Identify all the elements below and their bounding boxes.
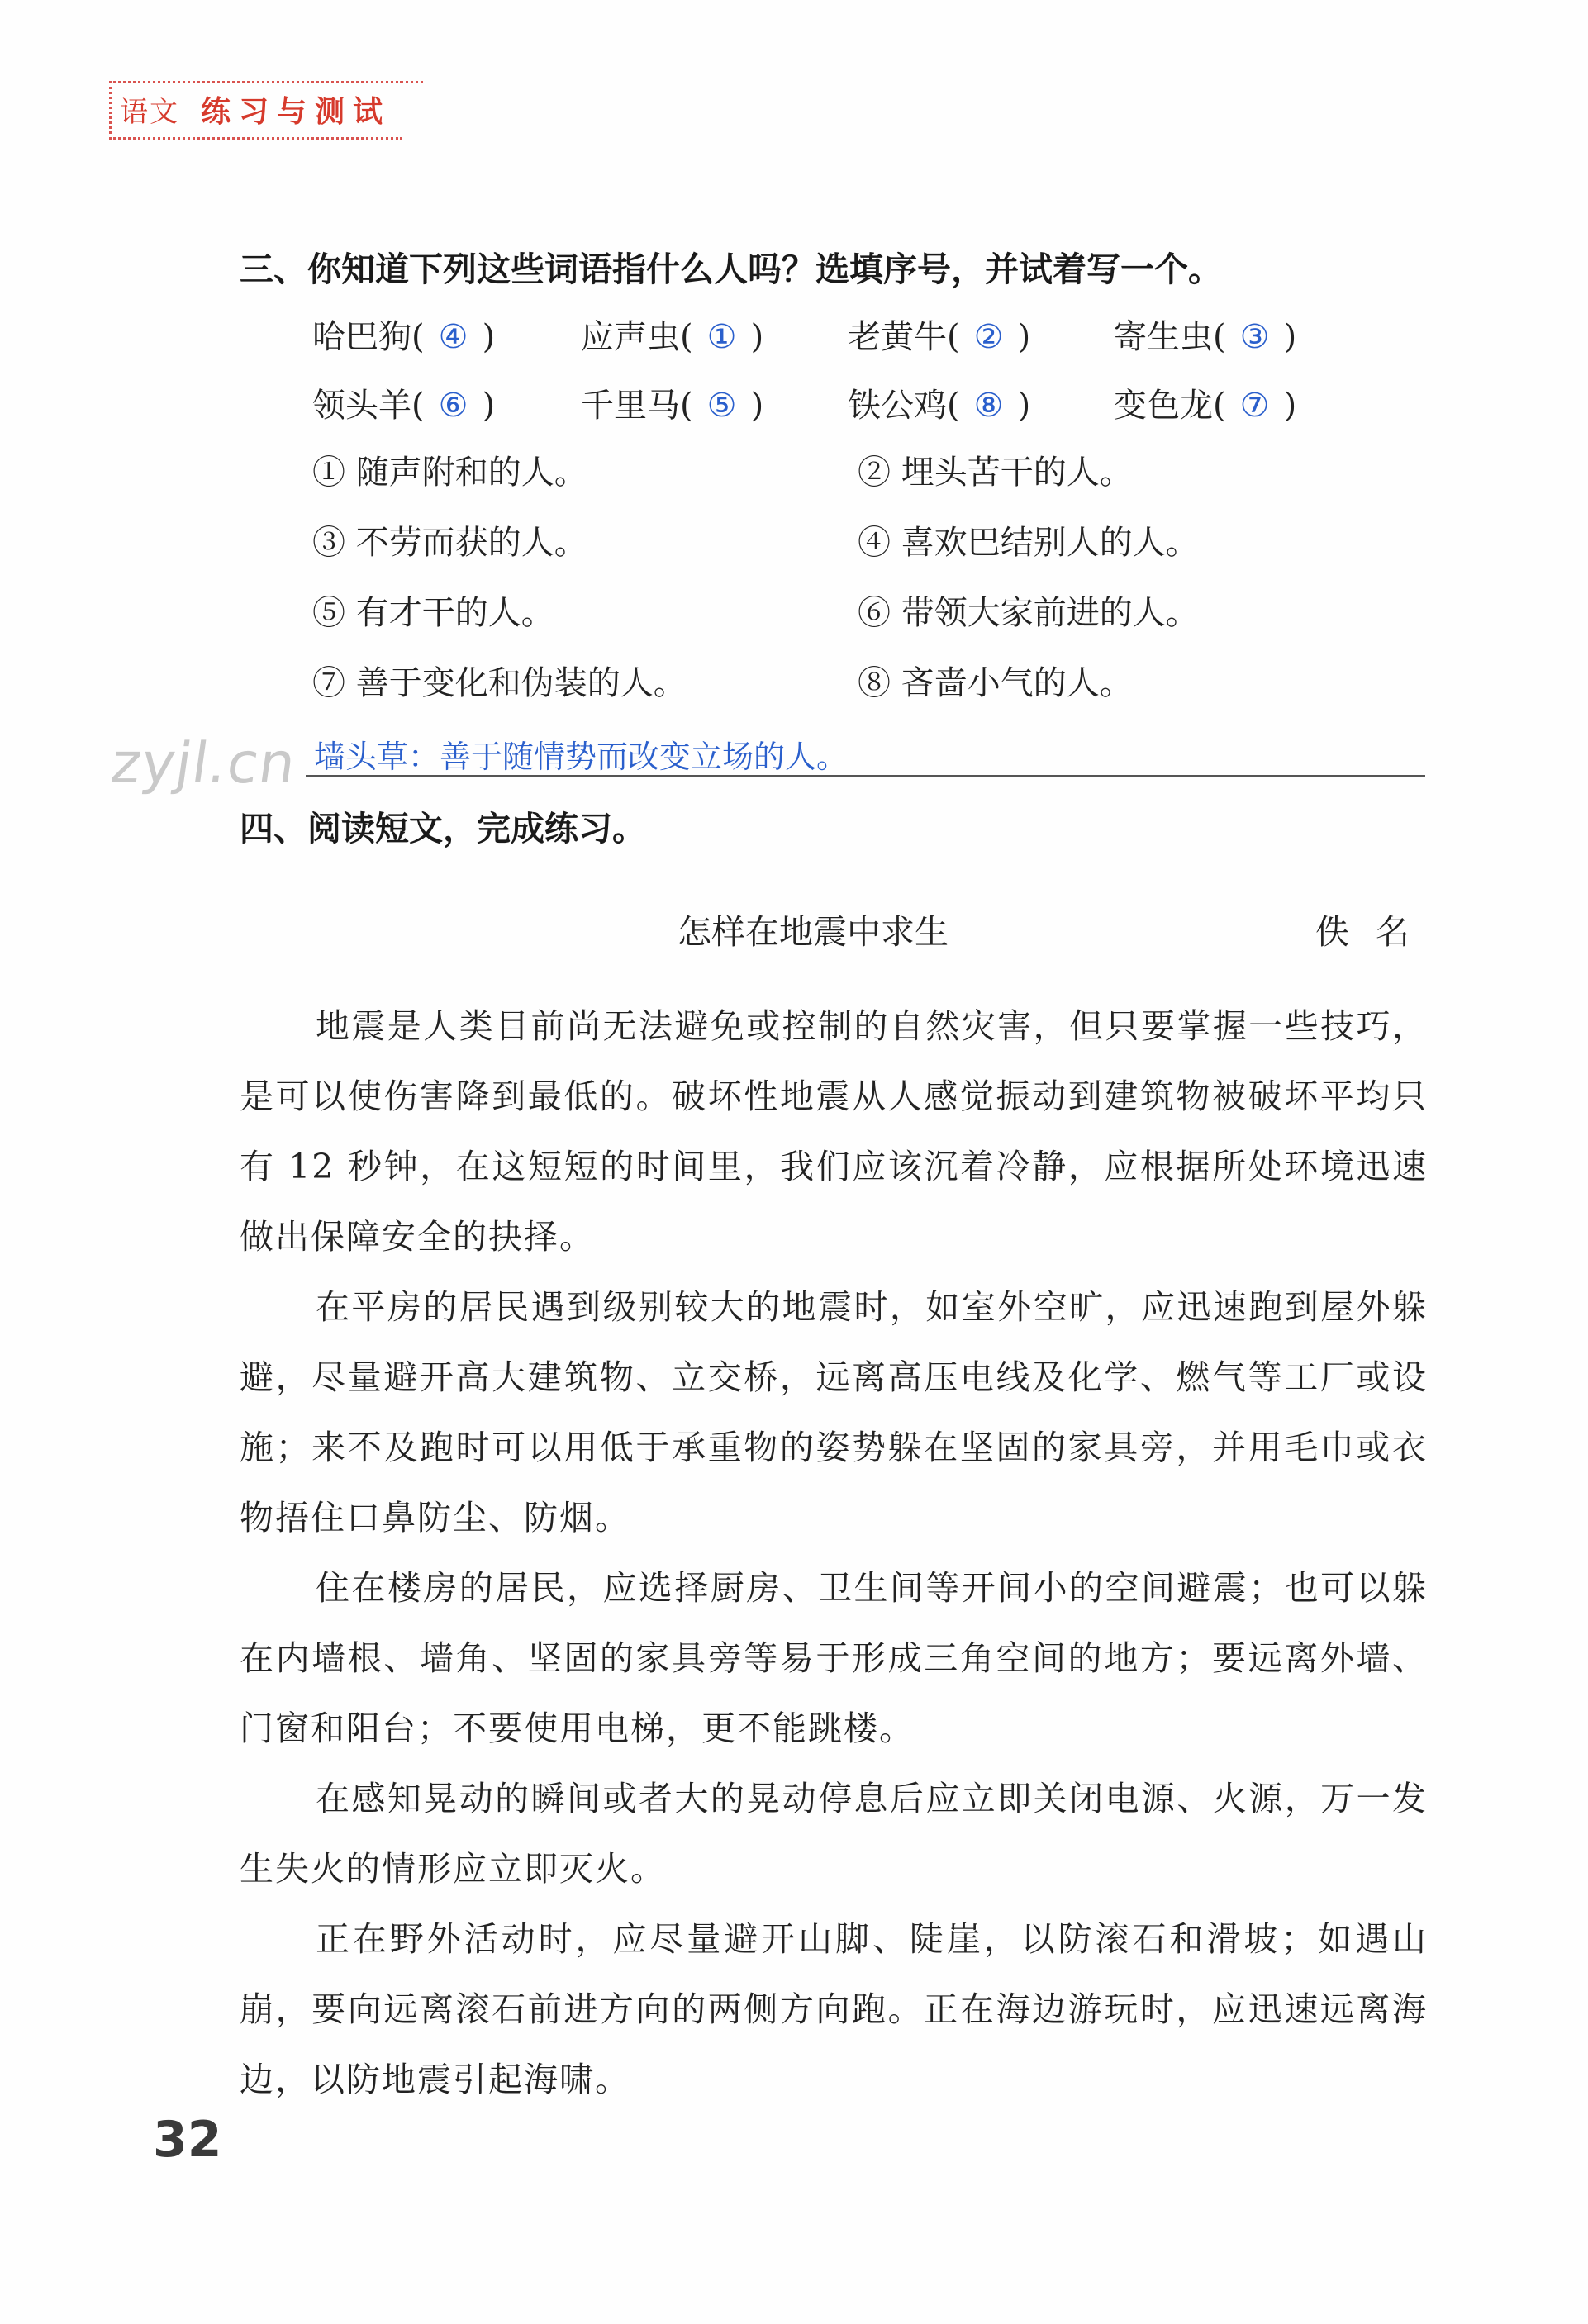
word-text: 哈巴狗 — [312, 318, 411, 356]
word-text: 老黄牛 — [848, 318, 947, 356]
word-text: 千里马 — [581, 387, 680, 425]
section4-heading: 四、阅读短文，完成练习。 — [240, 809, 646, 848]
article-author: 佚名 — [1315, 912, 1436, 952]
word-item: 寄生虫( ③ ) — [1114, 318, 1297, 356]
page-number: 32 — [153, 2111, 222, 2169]
option-1 — [312, 446, 587, 493]
answer-text: ⑦ — [1239, 387, 1270, 425]
word-item: 铁公鸡( ⑧ ) — [848, 387, 1031, 425]
word-text: 铁公鸡 — [848, 387, 947, 425]
extra-answer: 墙头草：善于随情势而改变立场的人。 — [314, 739, 849, 775]
option-text: 随声附和的人。 — [355, 454, 587, 492]
article-title: 怎样在地震中求生 — [678, 912, 949, 952]
article-paragraph: 地震是人类目前尚无法避免或控制的自然灾害，但只要掌握一些技巧，是可以使伤害降到最低的。破坏性地震从人感觉振动到建筑物被破坏平均只有 12 秒钟，在这短短的时间里，我们应该沉着冷静，应根据所处环境迅速做出保障安全的抉择。 — [240, 1006, 1428, 1257]
option-6 — [858, 587, 1199, 634]
option-number: ⑥ — [858, 594, 891, 632]
option-number: ① — [312, 454, 345, 492]
option-5 — [312, 587, 554, 634]
option-text: 带领大家前进的人。 — [901, 594, 1199, 632]
page-header — [109, 81, 402, 140]
word-item: 老黄牛( ② ) — [848, 318, 1031, 356]
option-2 — [858, 446, 1133, 493]
article-paragraph: 住在楼房的居民，应选择厨房、卫生间等开间小的空间避震；也可以躲在内墙根、墙角、坚固的家具旁等易于形成三角空间的地方；要远离外墙、门窗和阳台；不要使用电梯，更不能跳楼。 — [240, 1568, 1428, 1748]
option-number: ⑤ — [312, 594, 345, 632]
option-text: 吝啬小气的人。 — [901, 664, 1133, 702]
word-item: 千里马( ⑤ ) — [581, 387, 764, 425]
option-number: ④ — [858, 524, 891, 562]
header-subject: 语文 — [120, 96, 179, 129]
option-3 — [312, 516, 587, 563]
header-box — [109, 81, 402, 140]
article-paragraph: 在平房的居民遇到级别较大的地震时，如室外空旷，应迅速跑到屋外躲避，尽量避开高大建筑物、立交桥，远离高压电线及化学、燃气等工厂或设施；来不及跑时可以用低于承重物的姿势躲在坚固的家具旁，并用毛巾或衣物捂住口鼻防尘、防烟。 — [240, 1287, 1428, 1537]
option-7 — [312, 657, 687, 704]
answer-underline — [306, 775, 1425, 777]
word-item: 应声虫( ① ) — [581, 318, 764, 356]
word-item: 领头羊( ⑥ ) — [312, 387, 496, 425]
word-text: 变色龙 — [1114, 387, 1213, 425]
answer-text: ⑤ — [706, 387, 737, 425]
article-paragraph: 正在野外活动时，应尽量避开山脚、陡崖，以防滚石和滑坡；如遇山崩，要向远离滚石前进方向的两侧方向跑。正在海边游玩时，应迅速远离海边，以防地震引起海啸。 — [240, 1919, 1428, 2099]
option-4 — [858, 516, 1199, 563]
option-number: ② — [858, 454, 891, 492]
article-paragraph: 在感知晃动的瞬间或者大的晃动停息后应立即关闭电源、火源，万一发生失火的情形应立即灭火。 — [240, 1779, 1428, 1889]
answer-text: ③ — [1239, 318, 1270, 356]
option-number: ⑧ — [858, 664, 891, 702]
word-text: 应声虫 — [581, 318, 680, 356]
answer-text: ② — [973, 318, 1004, 356]
answer-text: ⑥ — [438, 387, 468, 425]
option-number: ⑦ — [312, 664, 345, 702]
watermark: zyjl.cn — [107, 731, 301, 796]
option-text: 埋头苦干的人。 — [901, 454, 1133, 492]
word-item: 变色龙( ⑦ ) — [1114, 387, 1297, 425]
word-item: 哈巴狗( ④ ) — [312, 318, 496, 356]
word-text: 领头羊 — [312, 387, 411, 425]
option-text: 不劳而获的人。 — [355, 524, 587, 562]
option-text: 有才干的人。 — [355, 594, 554, 632]
section3-heading: 三、你知道下列这些词语指什么人吗？选填序号，并试着写一个。 — [240, 250, 1222, 289]
header-series: 练习与测试 — [201, 95, 392, 129]
option-number: ③ — [312, 524, 345, 562]
option-8 — [858, 657, 1133, 704]
option-text: 善于变化和伪装的人。 — [355, 664, 687, 702]
option-text: 喜欢巴结别人的人。 — [901, 524, 1199, 562]
answer-text: ① — [706, 318, 737, 356]
answer-text: ⑧ — [973, 387, 1004, 425]
answer-text: ④ — [438, 318, 468, 356]
word-text: 寄生虫 — [1114, 318, 1213, 356]
